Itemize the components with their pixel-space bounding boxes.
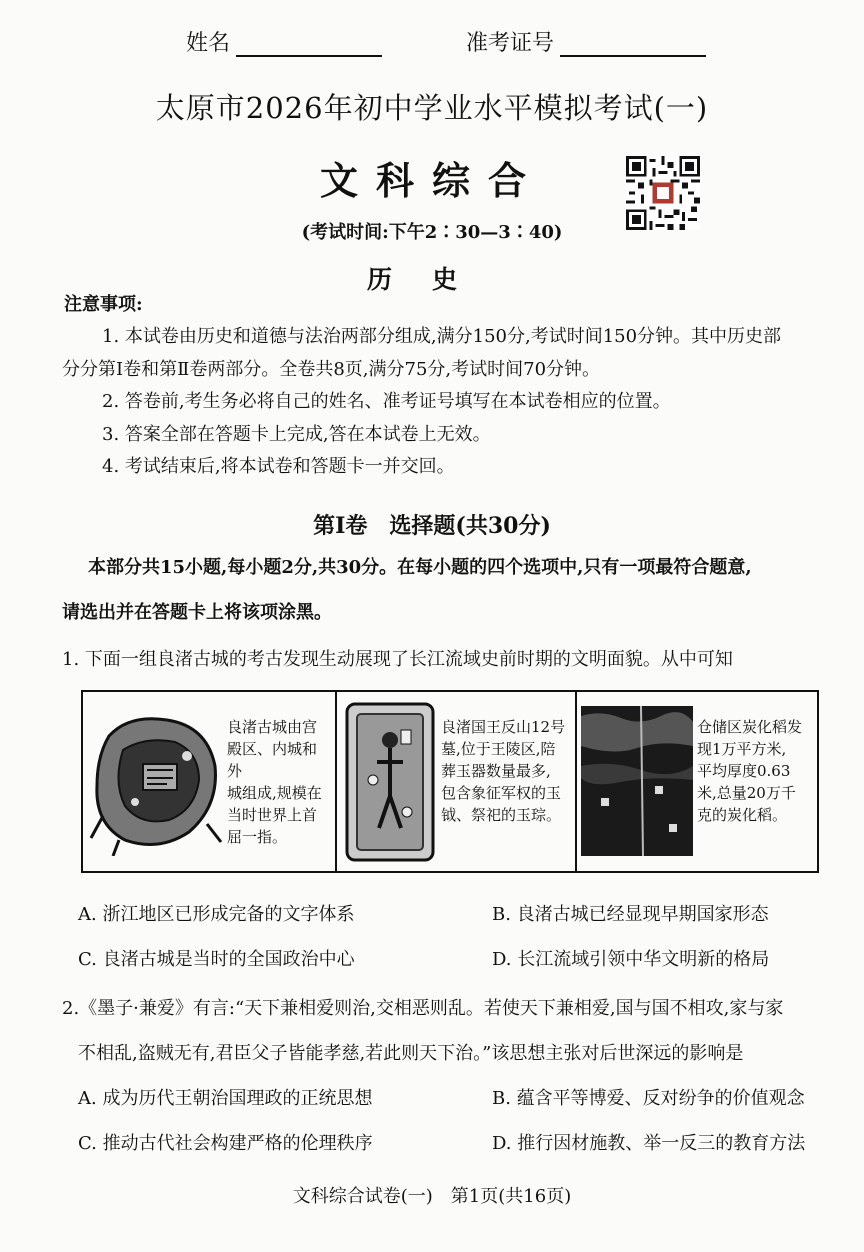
part-title: 第Ⅰ卷 选择题(共30分) — [313, 513, 551, 539]
page-footer: 文科综合试卷(一) 第1页(共16页) — [292, 1186, 572, 1207]
tomb-illustration — [343, 700, 437, 864]
q2-option-a: A. 成为历代王朝治国理政的正统思想 — [78, 1088, 373, 1109]
part-description: 请选出并在答题卡上将该项涂黑。 — [62, 602, 332, 623]
question-2-stem: 不相乱,盗贼无有,君臣父子皆能孝慈,若此则天下治。”该思想主张对后世深远的影响是 — [78, 1043, 744, 1064]
subject-title: 文科综合 — [319, 158, 544, 203]
name-field — [186, 26, 382, 57]
figure-panel-tomb — [335, 692, 575, 871]
exam-title: 太原市2026年初中学业水平模拟考试(一) — [155, 91, 709, 125]
q1-option-c: C. 良渚古城是当时的全国政治中心 — [78, 949, 355, 970]
exam-id-blank — [560, 37, 706, 57]
q1-option-b: B. 良渚古城已经显现早期国家形态 — [492, 904, 769, 925]
city-caption: 良渚古城由宫 殿区、内城和外 城组成,规模在 当时世界上首 屈一指。 — [227, 718, 322, 846]
notice-title: 注意事项: — [64, 294, 143, 315]
name-blank — [236, 37, 382, 57]
notice-item: 2. 答卷前,考生务必将自己的姓名、准考证号填写在本试卷相应的位置。 — [102, 391, 671, 412]
notice-item: 分分第Ⅰ卷和第Ⅱ卷两部分。全卷共8页,满分75分,考试时间70分钟。 — [62, 359, 601, 380]
question-1-figure — [81, 690, 819, 873]
exam-id-field — [466, 26, 706, 57]
q2-option-d: D. 推行因材施教、举一反三的教育方法 — [492, 1133, 806, 1154]
section-title: 历史 — [366, 265, 497, 294]
exam-id-label: 准考证号 — [466, 31, 555, 56]
name-label: 姓名 — [186, 31, 231, 56]
exam-time: (考试时间:下午2∶30—3∶40) — [301, 222, 563, 243]
city-map-illustration — [89, 706, 223, 856]
q2-option-b: B. 蕴含平等博爱、反对纷争的价值观念 — [492, 1088, 805, 1109]
q2-option-c: C. 推动古代社会构建严格的伦理秩序 — [78, 1133, 373, 1154]
question-1-stem: 1. 下面一组良渚古城的考古发现生动展现了长江流域史前时期的文明面貌。从中可知 — [62, 649, 733, 670]
granary-caption: 仓储区炭化稻发 现1万平方米, 平均厚度0.63 米,总量20万千 克的炭化稻。 — [697, 718, 803, 824]
q1-option-d: D. 长江流域引领中华文明新的格局 — [492, 949, 770, 970]
tomb-caption: 良渚国王反山12号 墓,位于王陵区,陪 葬玉器数量最多, 包含象征军权的玉 钺、祭祀的玉琮。 — [441, 718, 566, 824]
figure-panel-city — [83, 692, 335, 871]
part-description: 本部分共15小题,每小题2分,共30分。在每小题的四个选项中,只有一项最符合题意, — [88, 557, 752, 578]
q1-option-a: A. 浙江地区已形成完备的文字体系 — [78, 904, 355, 925]
rice-remains-photo — [581, 706, 693, 856]
notice-item: 3. 答案全部在答题卡上完成,答在本试卷上无效。 — [102, 424, 491, 445]
notice-item: 4. 考试结束后,将本试卷和答题卡一并交回。 — [102, 456, 455, 477]
notice-item: 1. 本试卷由历史和道德与法治两部分组成,满分150分,考试时间150分钟。其中历史部 — [102, 326, 782, 347]
figure-panel-granary — [575, 692, 817, 871]
question-2-stem: 2.《墨子·兼爱》有言:“天下兼相爱则治,交相恶则乱。若使天下兼相爱,国与国不相攻,家与家 — [62, 998, 784, 1019]
